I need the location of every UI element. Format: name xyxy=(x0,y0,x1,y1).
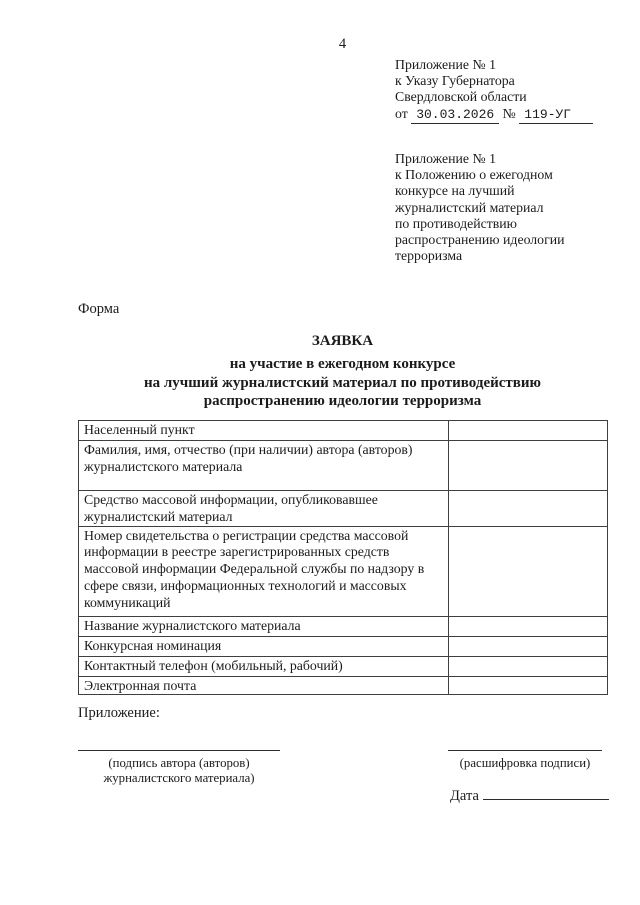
form-label: Форма xyxy=(78,301,120,317)
row-value-cell xyxy=(449,421,608,441)
table-row xyxy=(79,491,608,527)
appendix-2-line: журналистский материал xyxy=(395,199,544,215)
signature-line-transcript xyxy=(448,750,602,751)
date-blank-line xyxy=(483,785,609,800)
signature-caption-transcript: (расшифровка подписи) xyxy=(459,756,591,770)
date-label: Дата xyxy=(450,788,479,804)
signature-caption-line: (подпись автора (авторов) xyxy=(108,756,250,770)
table-row xyxy=(79,421,608,441)
appendix-2-line: к Положению о ежегодном xyxy=(395,167,553,183)
appendix-1-line: Приложение № 1 xyxy=(395,57,497,72)
signature-caption-author xyxy=(68,756,290,785)
title-line: распространению идеологии терроризма xyxy=(203,393,482,410)
date-field xyxy=(450,785,609,805)
application-form-table xyxy=(78,420,608,695)
row-label: Средство массовой информации, опубликовавшее журналистский материал xyxy=(79,491,449,527)
table-row xyxy=(79,616,608,636)
date-prefix: от xyxy=(395,105,408,121)
title-line: на лучший журналистский материал по противодействию xyxy=(144,374,541,391)
table-row xyxy=(79,526,608,616)
row-value-cell xyxy=(449,441,608,491)
row-label: Электронная почта xyxy=(79,676,449,695)
table-row xyxy=(79,441,608,491)
appendix-1-line: к Указу Губернатора xyxy=(395,73,515,89)
row-label: Номер свидетельства о регистрации средства массовой информации в реестре зарегистрированных средств массовой информации Федеральной службы по надзору в сфере связи, информационных технологий и массовых коммуникаций xyxy=(79,526,449,616)
appendix-1-date-line xyxy=(395,106,630,124)
decree-date-value: 30.03.2026 xyxy=(411,108,499,124)
row-value-cell xyxy=(449,636,608,656)
row-label: Название журналистского материала xyxy=(79,616,449,636)
document-title xyxy=(78,332,607,411)
appendix-1-block xyxy=(395,57,630,124)
table-row xyxy=(79,636,608,656)
appendix-2-block xyxy=(395,151,630,264)
table-row xyxy=(79,656,608,676)
attachment-label: Приложение: xyxy=(78,705,160,721)
appendix-1-line: Свердловской области xyxy=(395,89,527,105)
decree-number-value: 119-УГ xyxy=(519,108,593,124)
appendix-2-line: Приложение № 1 xyxy=(395,151,497,166)
appendix-2-line: по противодействию xyxy=(395,215,517,231)
appendix-2-line: конкурсе на лучший xyxy=(395,183,515,199)
row-value-cell xyxy=(449,491,608,527)
row-value-cell xyxy=(449,526,608,616)
row-label: Фамилия, имя, отчество (при наличии) автора (авторов) журналистского материала xyxy=(79,441,449,491)
signature-line-author xyxy=(78,750,280,751)
appendix-2-line: терроризма xyxy=(395,248,463,264)
row-value-cell xyxy=(449,676,608,695)
row-value-cell xyxy=(449,616,608,636)
table-row xyxy=(79,676,608,695)
row-label: Контактный телефон (мобильный, рабочий) xyxy=(79,656,449,676)
title-line: ЗАЯВКА xyxy=(311,333,374,349)
page-number: 4 xyxy=(338,36,347,52)
row-label: Конкурсная номинация xyxy=(79,636,449,656)
row-label: Населенный пункт xyxy=(79,421,449,441)
appendix-2-line: распространению идеологии xyxy=(395,232,565,248)
title-line: на участие в ежегодном конкурсе xyxy=(229,355,456,372)
signature-caption-line: журналистского материала) xyxy=(103,770,255,785)
row-value-cell xyxy=(449,656,608,676)
number-sign: № xyxy=(502,105,516,121)
